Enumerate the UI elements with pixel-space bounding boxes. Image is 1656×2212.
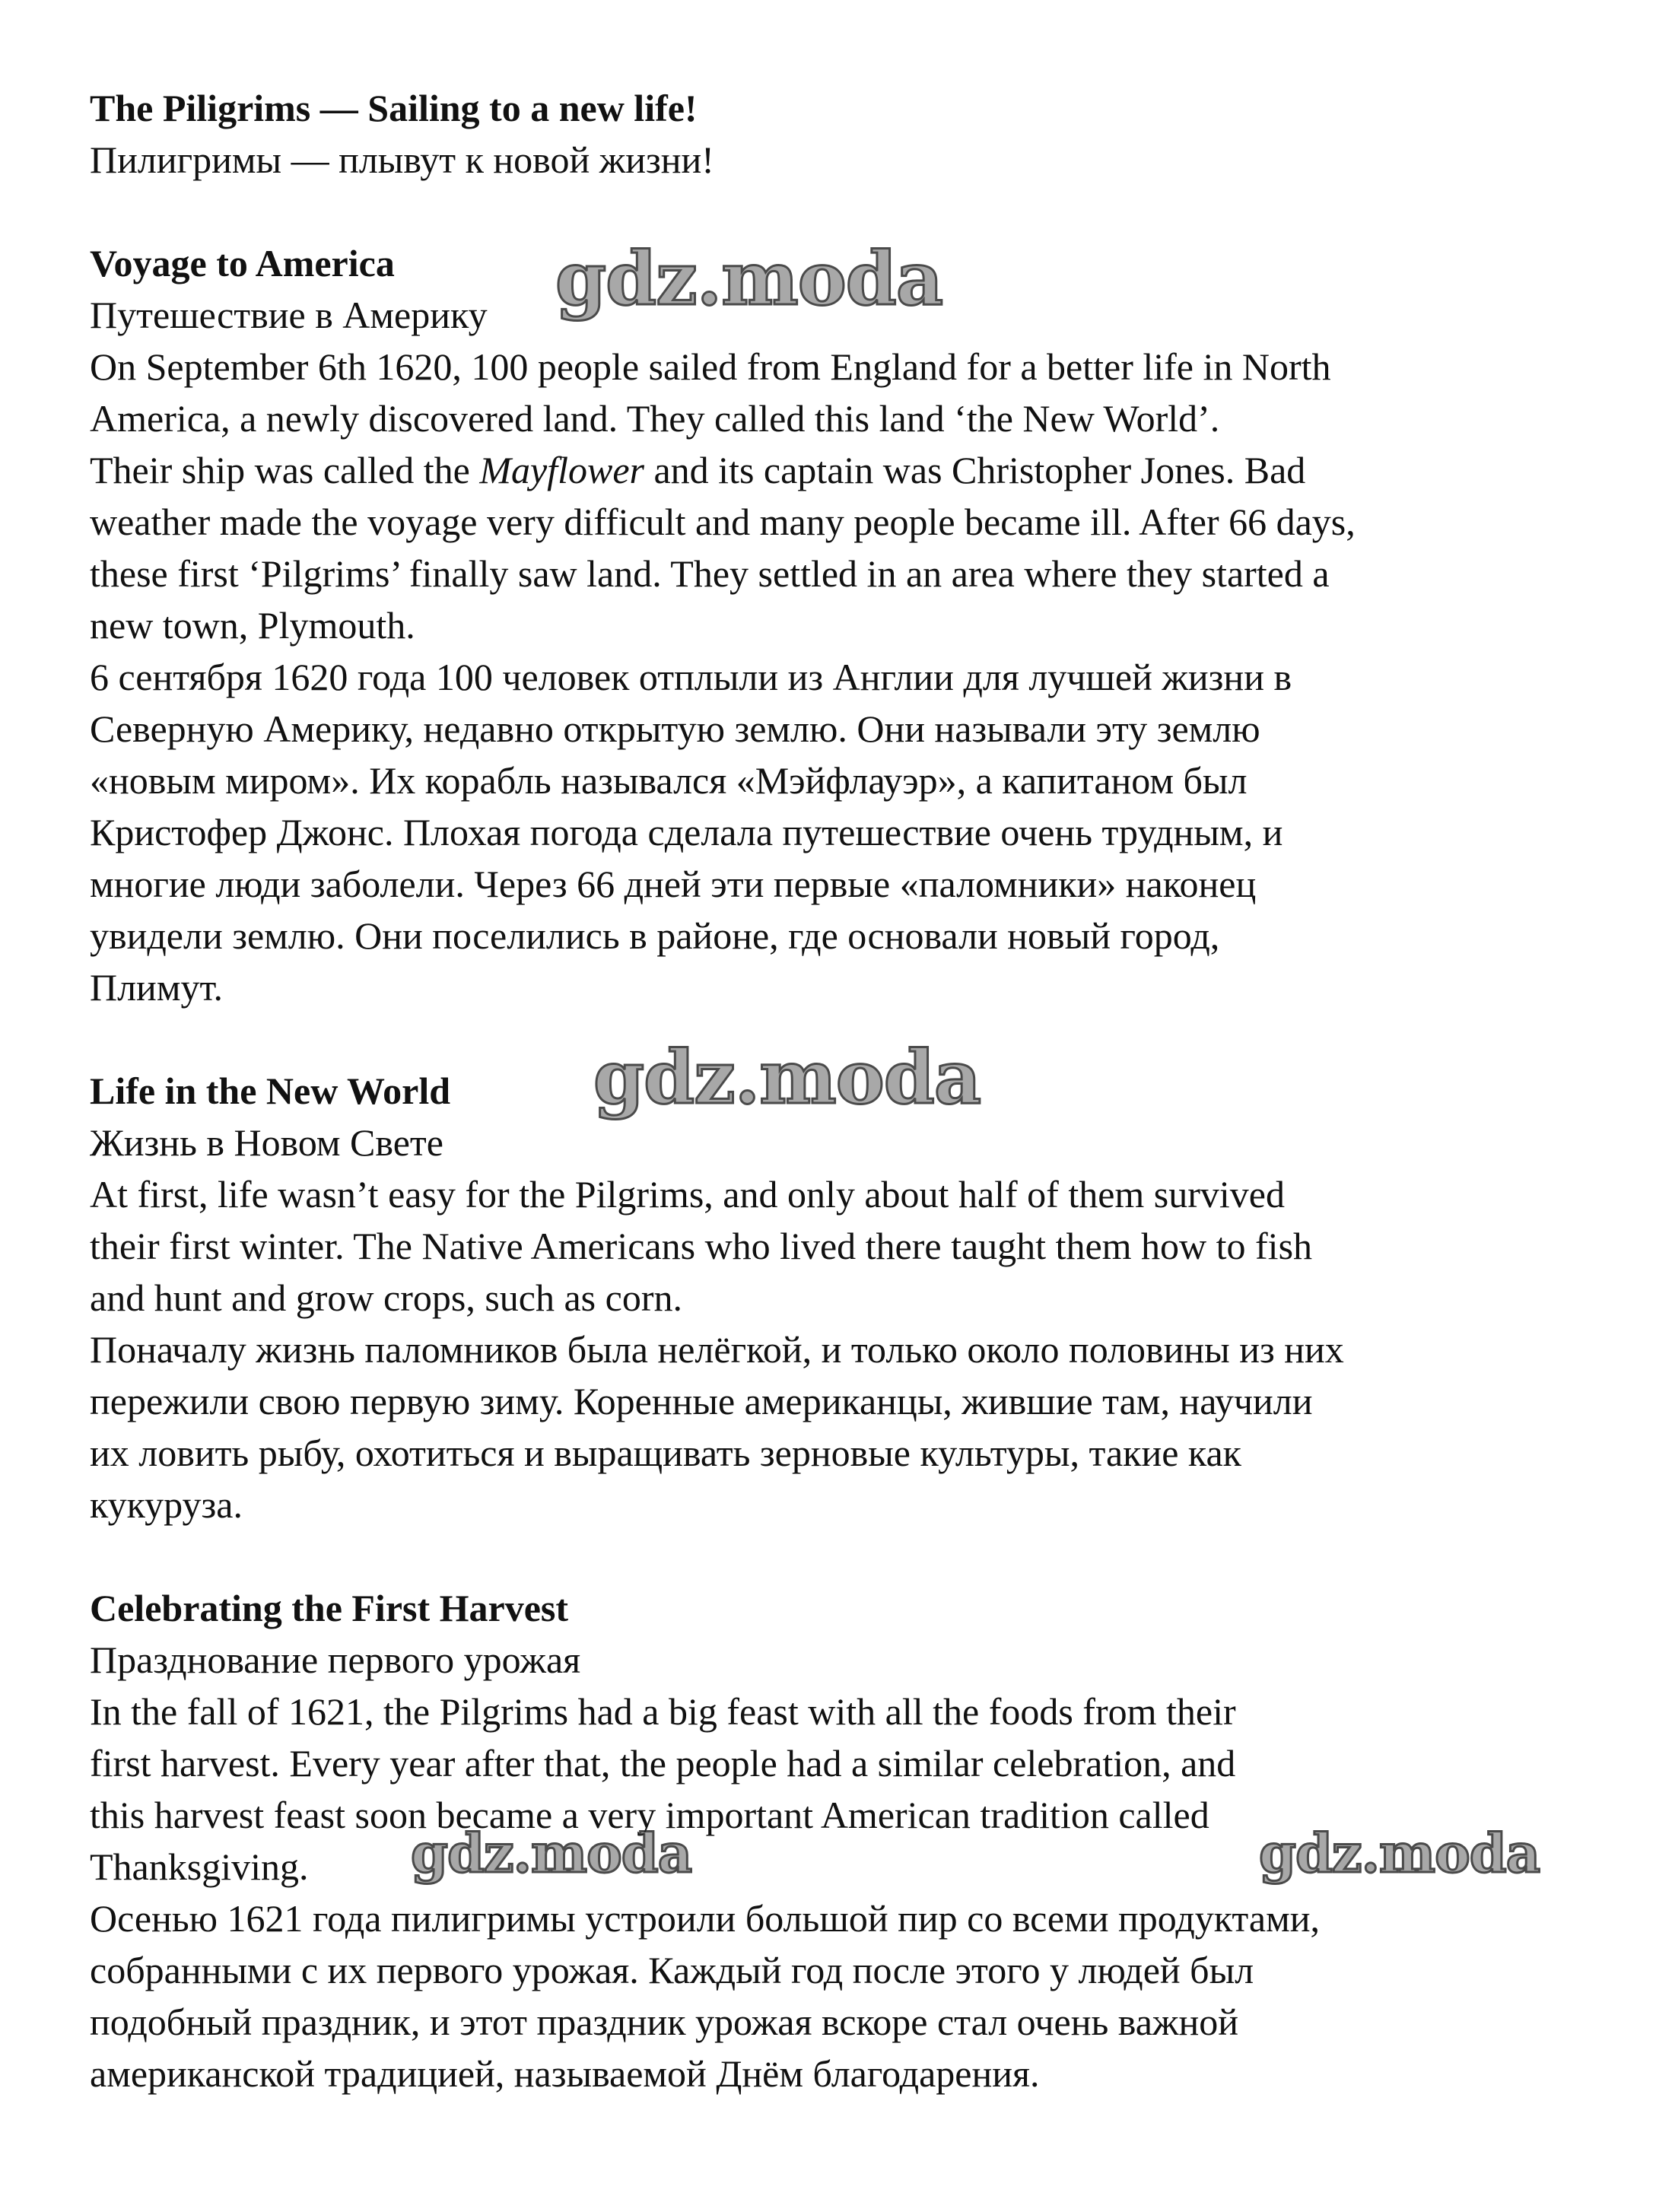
- translation-line: их ловить рыбу, охотиться и выращивать зерновые культуры, такие как: [90, 1432, 1241, 1474]
- paragraph-line: first harvest. Every year after that, the people had a similar celebration, and: [90, 1742, 1236, 1785]
- translation-line: Осенью 1621 года пилигримы устроили большой пир со всеми продуктами,: [90, 1897, 1320, 1940]
- translation-line: собранными с их первого урожая. Каждый год после этого у людей был: [90, 1949, 1254, 1991]
- translation-line: Плимут.: [90, 966, 224, 1009]
- section-heading-russian: Жизнь в Новом Свете: [90, 1121, 443, 1164]
- paragraph-line: new town, Plymouth.: [90, 604, 415, 647]
- translation-line: пережили свою первую зиму. Коренные американцы, жившие там, научили: [90, 1380, 1313, 1422]
- translation-line: американской традицией, называемой Днём благодарения.: [90, 2052, 1040, 2095]
- spacer: [90, 186, 1596, 237]
- paragraph-line: Thanksgiving.: [90, 1845, 309, 1888]
- section-heading-russian: Празднование первого урожая: [90, 1638, 581, 1681]
- ship-name: Mayflower: [479, 449, 644, 491]
- section-heading-english: Life in the New World: [90, 1069, 451, 1112]
- paragraph-line: In the fall of 1621, the Pilgrims had a big feast with all the foods from their: [90, 1690, 1236, 1733]
- text-run: Their ship was called the: [90, 449, 480, 491]
- paragraph-line: and hunt and grow crops, such as corn.: [90, 1276, 682, 1319]
- translation-line: увидели землю. Они поселились в районе, где основали новый город,: [90, 914, 1220, 957]
- paragraph-line: these first ‘Pilgrims’ finally saw land. They settled in an area where they started a: [90, 552, 1330, 595]
- watermark-logo: gdz.moda: [411, 1822, 692, 1885]
- translation-line: 6 сентября 1620 года 100 человек отплыли из Англии для лучшей жизни в: [90, 656, 1292, 698]
- title-english: The Piligrims — Sailing to a new life!: [90, 87, 698, 129]
- paragraph-line: their first winter. The Native Americans who lived there taught them how to fish: [90, 1225, 1313, 1267]
- watermark-logo: gdz.moda: [1259, 1822, 1540, 1885]
- translation-line: Кристофер Джонс. Плохая погода сделала путешествие очень трудным, и: [90, 811, 1283, 853]
- section-heading-russian: Путешествие в Америку: [90, 294, 488, 336]
- watermark-logo: gdz.moda: [555, 236, 943, 322]
- watermark-logo: gdz.moda: [593, 1034, 981, 1120]
- translation-line: кукуруза.: [90, 1483, 243, 1526]
- section-voyage: [90, 237, 1596, 1013]
- paragraph-line: weather made the voyage very difficult and many people became ill. After 66 days,: [90, 501, 1356, 543]
- spacer: [90, 1530, 1596, 1582]
- section-heading-english: Voyage to America: [90, 242, 395, 284]
- translation-line: многие люди заболели. Через 66 дней эти первые «паломники» наконец: [90, 863, 1257, 905]
- paragraph-line: On September 6th 1620, 100 people sailed from England for a better life in North: [90, 345, 1331, 388]
- translation-line: «новым миром». Их корабль назывался «Мэйфлауэр», а капитаном был: [90, 759, 1248, 802]
- text-run: and its captain was Christopher Jones. Bad: [644, 449, 1306, 491]
- translation-line: подобный праздник, и этот праздник урожая вскоре стал очень важной: [90, 2001, 1238, 2043]
- translation-line: Северную Америку, недавно открытую землю. Они называли эту землю: [90, 707, 1260, 750]
- title-russian: Пилигримы — плывут к новой жизни!: [90, 138, 714, 181]
- paragraph-line: America, a newly discovered land. They called this land ‘the New World’.: [90, 397, 1220, 440]
- paragraph-line-ship: [90, 444, 1596, 496]
- section-heading-english: Celebrating the First Harvest: [90, 1587, 569, 1629]
- translation-line: Поначалу жизнь паломников была нелёгкой, и только около половины из них: [90, 1328, 1344, 1371]
- paragraph-line: At first, life wasn’t easy for the Pilgrims, and only about half of them survived: [90, 1173, 1285, 1216]
- paragraph-line: this harvest feast soon became a very important American tradition called: [90, 1794, 1209, 1836]
- section-new-world: [90, 1065, 1596, 1530]
